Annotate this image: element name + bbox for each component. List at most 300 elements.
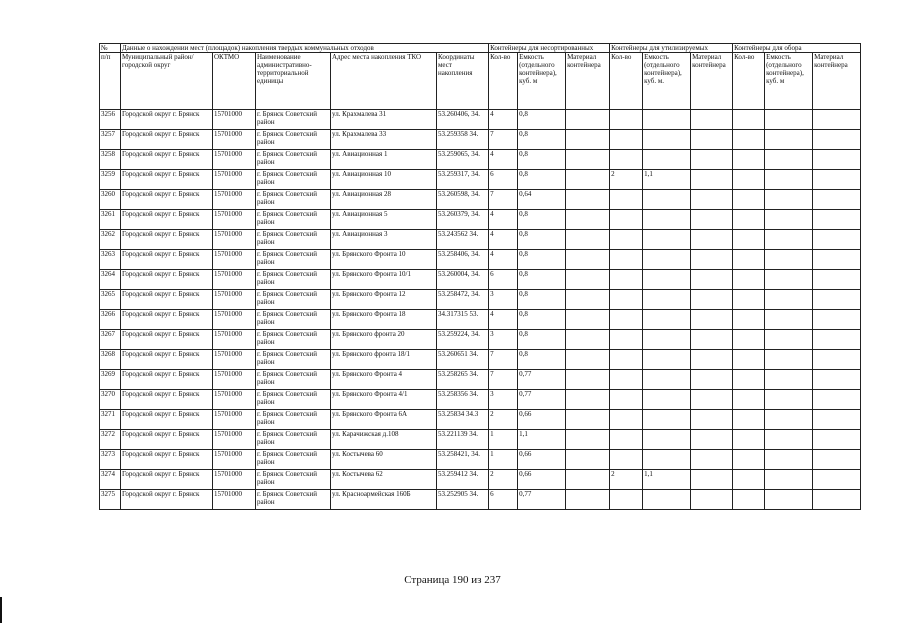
header-admin-unit: Наименование административно-территориальной единицы [256,53,331,110]
count-recyclable-cell [610,130,643,150]
table-row [100,490,861,510]
header-coords: Координаты мест накопления [437,53,489,110]
municipality-cell: Городской округ г. Брянск [121,130,213,150]
material-unsorted-cell [566,490,610,510]
address-cell: ул. Крахмалева 31 [331,110,437,130]
count-unsorted-cell: 4 [489,110,518,130]
header-volume-unsorted: Емкость (отдельного контейнера), куб. м [518,53,566,110]
admin-unit-cell: г. Брянск Советский район [256,370,331,390]
count-recyclable-cell [610,370,643,390]
volume-unsorted-cell: 0,8 [518,310,566,330]
material-unsorted-cell [566,290,610,310]
volume-recyclable-cell [643,270,691,290]
volume-collection-cell [765,250,813,270]
municipality-cell: Городской округ г. Брянск [121,430,213,450]
volume-collection-cell [765,230,813,250]
count-unsorted-cell: 1 [489,430,518,450]
volume-unsorted-cell: 0,8 [518,170,566,190]
count-collection-cell [733,470,765,490]
volume-unsorted-cell: 0,66 [518,450,566,470]
count-unsorted-cell: 4 [489,150,518,170]
header-volume-recyclable: Емкость (отдельного контейнера), куб. м. [643,53,691,110]
table-row [100,210,861,230]
material-recyclable-cell [691,110,733,130]
row-number: 3274 [100,470,121,490]
count-recyclable-cell [610,230,643,250]
header-municipality: Муниципальный район/городской округ [121,53,213,110]
material-unsorted-cell [566,270,610,290]
row-number: 3272 [100,430,121,450]
volume-recyclable-cell [643,190,691,210]
oktmo-cell: 15701000 [213,430,256,450]
edge-mark [0,597,2,623]
volume-recyclable-cell [643,210,691,230]
oktmo-cell: 15701000 [213,170,256,190]
count-recyclable-cell [610,210,643,230]
municipality-cell: Городской округ г. Брянск [121,350,213,370]
volume-collection-cell [765,150,813,170]
material-recyclable-cell [691,270,733,290]
volume-collection-cell [765,210,813,230]
volume-recyclable-cell [643,410,691,430]
material-collection-cell [813,310,861,330]
volume-unsorted-cell: 0,8 [518,130,566,150]
volume-collection-cell [765,370,813,390]
material-collection-cell [813,130,861,150]
oktmo-cell: 15701000 [213,270,256,290]
address-cell: ул. Красноармейская 160Б [331,490,437,510]
admin-unit-cell: г. Брянск Советский район [256,230,331,250]
header-volume-collection: Емкость (отдельного контейнера), куб. м [765,53,813,110]
table-row [100,390,861,410]
volume-unsorted-cell: 0,8 [518,250,566,270]
material-collection-cell [813,110,861,130]
count-collection-cell [733,230,765,250]
coords-cell: 53.260651 34. [437,350,489,370]
count-collection-cell [733,350,765,370]
material-recyclable-cell [691,370,733,390]
waste-sites-table [99,43,861,510]
address-cell: ул. Брянского фронта 18/1 [331,350,437,370]
municipality-cell: Городской округ г. Брянск [121,110,213,130]
address-cell: ул. Авиационная 1 [331,150,437,170]
material-recyclable-cell [691,410,733,430]
oktmo-cell: 15701000 [213,250,256,270]
row-number: 3273 [100,450,121,470]
header-unsorted-group: Контейнеры для несортированных [489,44,610,53]
volume-collection-cell [765,410,813,430]
count-recyclable-cell [610,110,643,130]
coords-cell: 53.243562 34. [437,230,489,250]
volume-unsorted-cell: 0,8 [518,330,566,350]
municipality-cell: Городской округ г. Брянск [121,470,213,490]
municipality-cell: Городской округ г. Брянск [121,290,213,310]
volume-recyclable-cell [643,110,691,130]
count-unsorted-cell: 7 [489,130,518,150]
municipality-cell: Городской округ г. Брянск [121,230,213,250]
header-location-group: Данные о нахождении мест (площадок) накопления твердых коммунальных отходов [121,44,489,53]
count-unsorted-cell: 7 [489,190,518,210]
municipality-cell: Городской округ г. Брянск [121,370,213,390]
volume-collection-cell [765,350,813,370]
header-num-top: № [100,44,121,53]
address-cell: ул. Брянского Фронта 10 [331,250,437,270]
material-recyclable-cell [691,150,733,170]
table-row [100,310,861,330]
oktmo-cell: 15701000 [213,350,256,370]
header-column-row [100,53,861,110]
municipality-cell: Городской округ г. Брянск [121,210,213,230]
count-collection-cell [733,270,765,290]
material-recyclable-cell [691,350,733,370]
material-unsorted-cell [566,370,610,390]
address-cell: ул. Брянского фронта 20 [331,330,437,350]
material-collection-cell [813,330,861,350]
volume-recyclable-cell [643,350,691,370]
count-recyclable-cell [610,290,643,310]
table-row [100,350,861,370]
volume-unsorted-cell: 0,8 [518,110,566,130]
volume-recyclable-cell [643,310,691,330]
material-unsorted-cell [566,170,610,190]
volume-unsorted-cell: 0,8 [518,270,566,290]
address-cell: ул. Брянского Фронта 18 [331,310,437,330]
table-row [100,230,861,250]
count-unsorted-cell: 7 [489,350,518,370]
municipality-cell: Городской округ г. Брянск [121,270,213,290]
material-recyclable-cell [691,390,733,410]
admin-unit-cell: г. Брянск Советский район [256,170,331,190]
count-recyclable-cell [610,390,643,410]
count-unsorted-cell: 4 [489,310,518,330]
material-recyclable-cell [691,470,733,490]
count-unsorted-cell: 6 [489,490,518,510]
address-cell: ул. Крахмалева 33 [331,130,437,150]
volume-collection-cell [765,110,813,130]
header-num: п/п [100,53,121,110]
table-body [100,110,861,510]
count-collection-cell [733,390,765,410]
oktmo-cell: 15701000 [213,110,256,130]
material-unsorted-cell [566,470,610,490]
material-recyclable-cell [691,330,733,350]
table-row [100,250,861,270]
admin-unit-cell: г. Брянск Советский район [256,390,331,410]
count-recyclable-cell [610,410,643,430]
volume-recyclable-cell [643,390,691,410]
header-material-collection: Материал контейнера [813,53,861,110]
volume-collection-cell [765,170,813,190]
material-collection-cell [813,490,861,510]
oktmo-cell: 15701000 [213,210,256,230]
coords-cell: 53.258421, 34. [437,450,489,470]
row-number: 3268 [100,350,121,370]
material-collection-cell [813,290,861,310]
volume-unsorted-cell: 0,77 [518,490,566,510]
volume-recyclable-cell: 1,1 [643,470,691,490]
material-unsorted-cell [566,210,610,230]
oktmo-cell: 15701000 [213,130,256,150]
count-unsorted-cell: 3 [489,330,518,350]
material-collection-cell [813,430,861,450]
oktmo-cell: 15701000 [213,190,256,210]
row-number: 3265 [100,290,121,310]
coords-cell: 53.258472, 34. [437,290,489,310]
material-unsorted-cell [566,130,610,150]
row-number: 3259 [100,170,121,190]
row-number: 3271 [100,410,121,430]
table-row [100,130,861,150]
table-row [100,330,861,350]
count-unsorted-cell: 4 [489,210,518,230]
material-recyclable-cell [691,310,733,330]
material-collection-cell [813,350,861,370]
volume-recyclable-cell [643,330,691,350]
count-recyclable-cell [610,310,643,330]
admin-unit-cell: г. Брянск Советский район [256,290,331,310]
admin-unit-cell: г. Брянск Советский район [256,430,331,450]
count-collection-cell [733,370,765,390]
municipality-cell: Городской округ г. Брянск [121,310,213,330]
coords-cell: 53.252905 34. [437,490,489,510]
admin-unit-cell: г. Брянск Советский район [256,250,331,270]
coords-cell: 53.260406, 34. [437,110,489,130]
material-unsorted-cell [566,310,610,330]
count-collection-cell [733,250,765,270]
header-group-row [100,44,861,53]
count-collection-cell [733,450,765,470]
material-collection-cell [813,390,861,410]
municipality-cell: Городской округ г. Брянск [121,150,213,170]
admin-unit-cell: г. Брянск Советский район [256,470,331,490]
volume-recyclable-cell [643,450,691,470]
admin-unit-cell: г. Брянск Советский район [256,190,331,210]
admin-unit-cell: г. Брянск Советский район [256,130,331,150]
header-collection-group: Контейнеры для обора [733,44,861,53]
volume-collection-cell [765,130,813,150]
admin-unit-cell: г. Брянск Советский район [256,490,331,510]
header-material-unsorted: Материал контейнера [566,53,610,110]
count-recyclable-cell [610,350,643,370]
material-unsorted-cell [566,230,610,250]
volume-collection-cell [765,470,813,490]
volume-unsorted-cell: 0,66 [518,410,566,430]
volume-unsorted-cell: 0,77 [518,370,566,390]
count-collection-cell [733,110,765,130]
address-cell: ул. Авиационная 5 [331,210,437,230]
admin-unit-cell: г. Брянск Советский район [256,410,331,430]
municipality-cell: Городской округ г. Брянск [121,390,213,410]
count-collection-cell [733,190,765,210]
row-number: 3269 [100,370,121,390]
material-unsorted-cell [566,350,610,370]
count-collection-cell [733,130,765,150]
material-collection-cell [813,210,861,230]
row-number: 3257 [100,130,121,150]
volume-recyclable-cell [643,130,691,150]
municipality-cell: Городской округ г. Брянск [121,190,213,210]
table-row [100,430,861,450]
row-number: 3267 [100,330,121,350]
volume-recyclable-cell [643,150,691,170]
admin-unit-cell: г. Брянск Советский район [256,150,331,170]
material-recyclable-cell [691,210,733,230]
admin-unit-cell: г. Брянск Советский район [256,350,331,370]
count-unsorted-cell: 3 [489,390,518,410]
table-row [100,290,861,310]
material-recyclable-cell [691,230,733,250]
oktmo-cell: 15701000 [213,290,256,310]
count-unsorted-cell: 7 [489,370,518,390]
volume-collection-cell [765,190,813,210]
count-recyclable-cell [610,330,643,350]
count-collection-cell [733,210,765,230]
count-unsorted-cell: 2 [489,470,518,490]
oktmo-cell: 15701000 [213,390,256,410]
coords-cell: 53.258406, 34. [437,250,489,270]
address-cell: ул. Костычева 62 [331,470,437,490]
oktmo-cell: 15701000 [213,410,256,430]
address-cell: ул. Брянского Фронта 6А [331,410,437,430]
volume-collection-cell [765,430,813,450]
oktmo-cell: 15701000 [213,150,256,170]
count-collection-cell [733,290,765,310]
material-unsorted-cell [566,410,610,430]
header-address: Адрес места накопления ТКО [331,53,437,110]
count-collection-cell [733,410,765,430]
header-oktmo: ОКТМО [213,53,256,110]
volume-unsorted-cell: 0,77 [518,390,566,410]
material-collection-cell [813,410,861,430]
row-number: 3258 [100,150,121,170]
material-unsorted-cell [566,190,610,210]
header-material-recyclable: Материал контейнера [691,53,733,110]
coords-cell: 53.259224, 34. [437,330,489,350]
volume-recyclable-cell [643,290,691,310]
count-unsorted-cell: 4 [489,250,518,270]
volume-unsorted-cell: 0,66 [518,470,566,490]
count-unsorted-cell: 4 [489,230,518,250]
material-collection-cell [813,370,861,390]
material-collection-cell [813,270,861,290]
count-unsorted-cell: 6 [489,270,518,290]
material-unsorted-cell [566,250,610,270]
admin-unit-cell: г. Брянск Советский район [256,210,331,230]
volume-collection-cell [765,290,813,310]
coords-cell: 53.260379, 34. [437,210,489,230]
header-count-collection: Кол-во [733,53,765,110]
count-collection-cell [733,430,765,450]
material-collection-cell [813,190,861,210]
count-collection-cell [733,170,765,190]
oktmo-cell: 15701000 [213,330,256,350]
oktmo-cell: 15701000 [213,310,256,330]
volume-recyclable-cell [643,250,691,270]
count-recyclable-cell [610,430,643,450]
admin-unit-cell: г. Брянск Советский район [256,270,331,290]
volume-unsorted-cell: 0,8 [518,230,566,250]
material-recyclable-cell [691,170,733,190]
material-recyclable-cell [691,250,733,270]
header-count-unsorted: Кол-во [489,53,518,110]
material-collection-cell [813,230,861,250]
header-recyclable-group: Контейнеры для утилизируемых [610,44,733,53]
header-count-recyclable: Кол-во [610,53,643,110]
address-cell: ул. Авиационная 10 [331,170,437,190]
coords-cell: 34.317315 53. [437,310,489,330]
table-row [100,470,861,490]
table-row [100,170,861,190]
material-unsorted-cell [566,430,610,450]
row-number: 3264 [100,270,121,290]
count-recyclable-cell [610,270,643,290]
table-row [100,370,861,390]
admin-unit-cell: г. Брянск Советский район [256,310,331,330]
row-number: 3275 [100,490,121,510]
material-collection-cell [813,150,861,170]
count-unsorted-cell: 3 [489,290,518,310]
count-collection-cell [733,150,765,170]
municipality-cell: Городской округ г. Брянск [121,410,213,430]
table-row [100,450,861,470]
count-recyclable-cell [610,190,643,210]
volume-collection-cell [765,390,813,410]
material-collection-cell [813,470,861,490]
volume-recyclable-cell [643,490,691,510]
address-cell: ул. Авиационная 28 [331,190,437,210]
volume-unsorted-cell: 1,1 [518,430,566,450]
coords-cell: 53.258356 34. [437,390,489,410]
material-recyclable-cell [691,450,733,470]
volume-unsorted-cell: 0,8 [518,210,566,230]
row-number: 3260 [100,190,121,210]
row-number: 3263 [100,250,121,270]
volume-recyclable-cell [643,370,691,390]
municipality-cell: Городской округ г. Брянск [121,250,213,270]
admin-unit-cell: г. Брянск Советский район [256,110,331,130]
address-cell: ул. Брянского Фронта 10/1 [331,270,437,290]
volume-collection-cell [765,270,813,290]
municipality-cell: Городской округ г. Брянск [121,170,213,190]
coords-cell: 53.259412 34. [437,470,489,490]
table-row [100,270,861,290]
material-collection-cell [813,250,861,270]
count-unsorted-cell: 2 [489,410,518,430]
oktmo-cell: 15701000 [213,370,256,390]
volume-unsorted-cell: 0,8 [518,150,566,170]
oktmo-cell: 15701000 [213,470,256,490]
address-cell: ул. Костычева 60 [331,450,437,470]
material-recyclable-cell [691,430,733,450]
count-unsorted-cell: 6 [489,170,518,190]
municipality-cell: Городской округ г. Брянск [121,490,213,510]
address-cell: ул. Брянского Фронта 12 [331,290,437,310]
table-row [100,410,861,430]
row-number: 3270 [100,390,121,410]
address-cell: ул. Карачижская д.108 [331,430,437,450]
table-row [100,190,861,210]
volume-unsorted-cell: 0,8 [518,290,566,310]
material-unsorted-cell [566,150,610,170]
count-collection-cell [733,490,765,510]
material-recyclable-cell [691,190,733,210]
material-recyclable-cell [691,490,733,510]
volume-collection-cell [765,450,813,470]
material-collection-cell [813,170,861,190]
count-recyclable-cell: 2 [610,470,643,490]
volume-unsorted-cell: 0,8 [518,350,566,370]
material-unsorted-cell [566,330,610,350]
